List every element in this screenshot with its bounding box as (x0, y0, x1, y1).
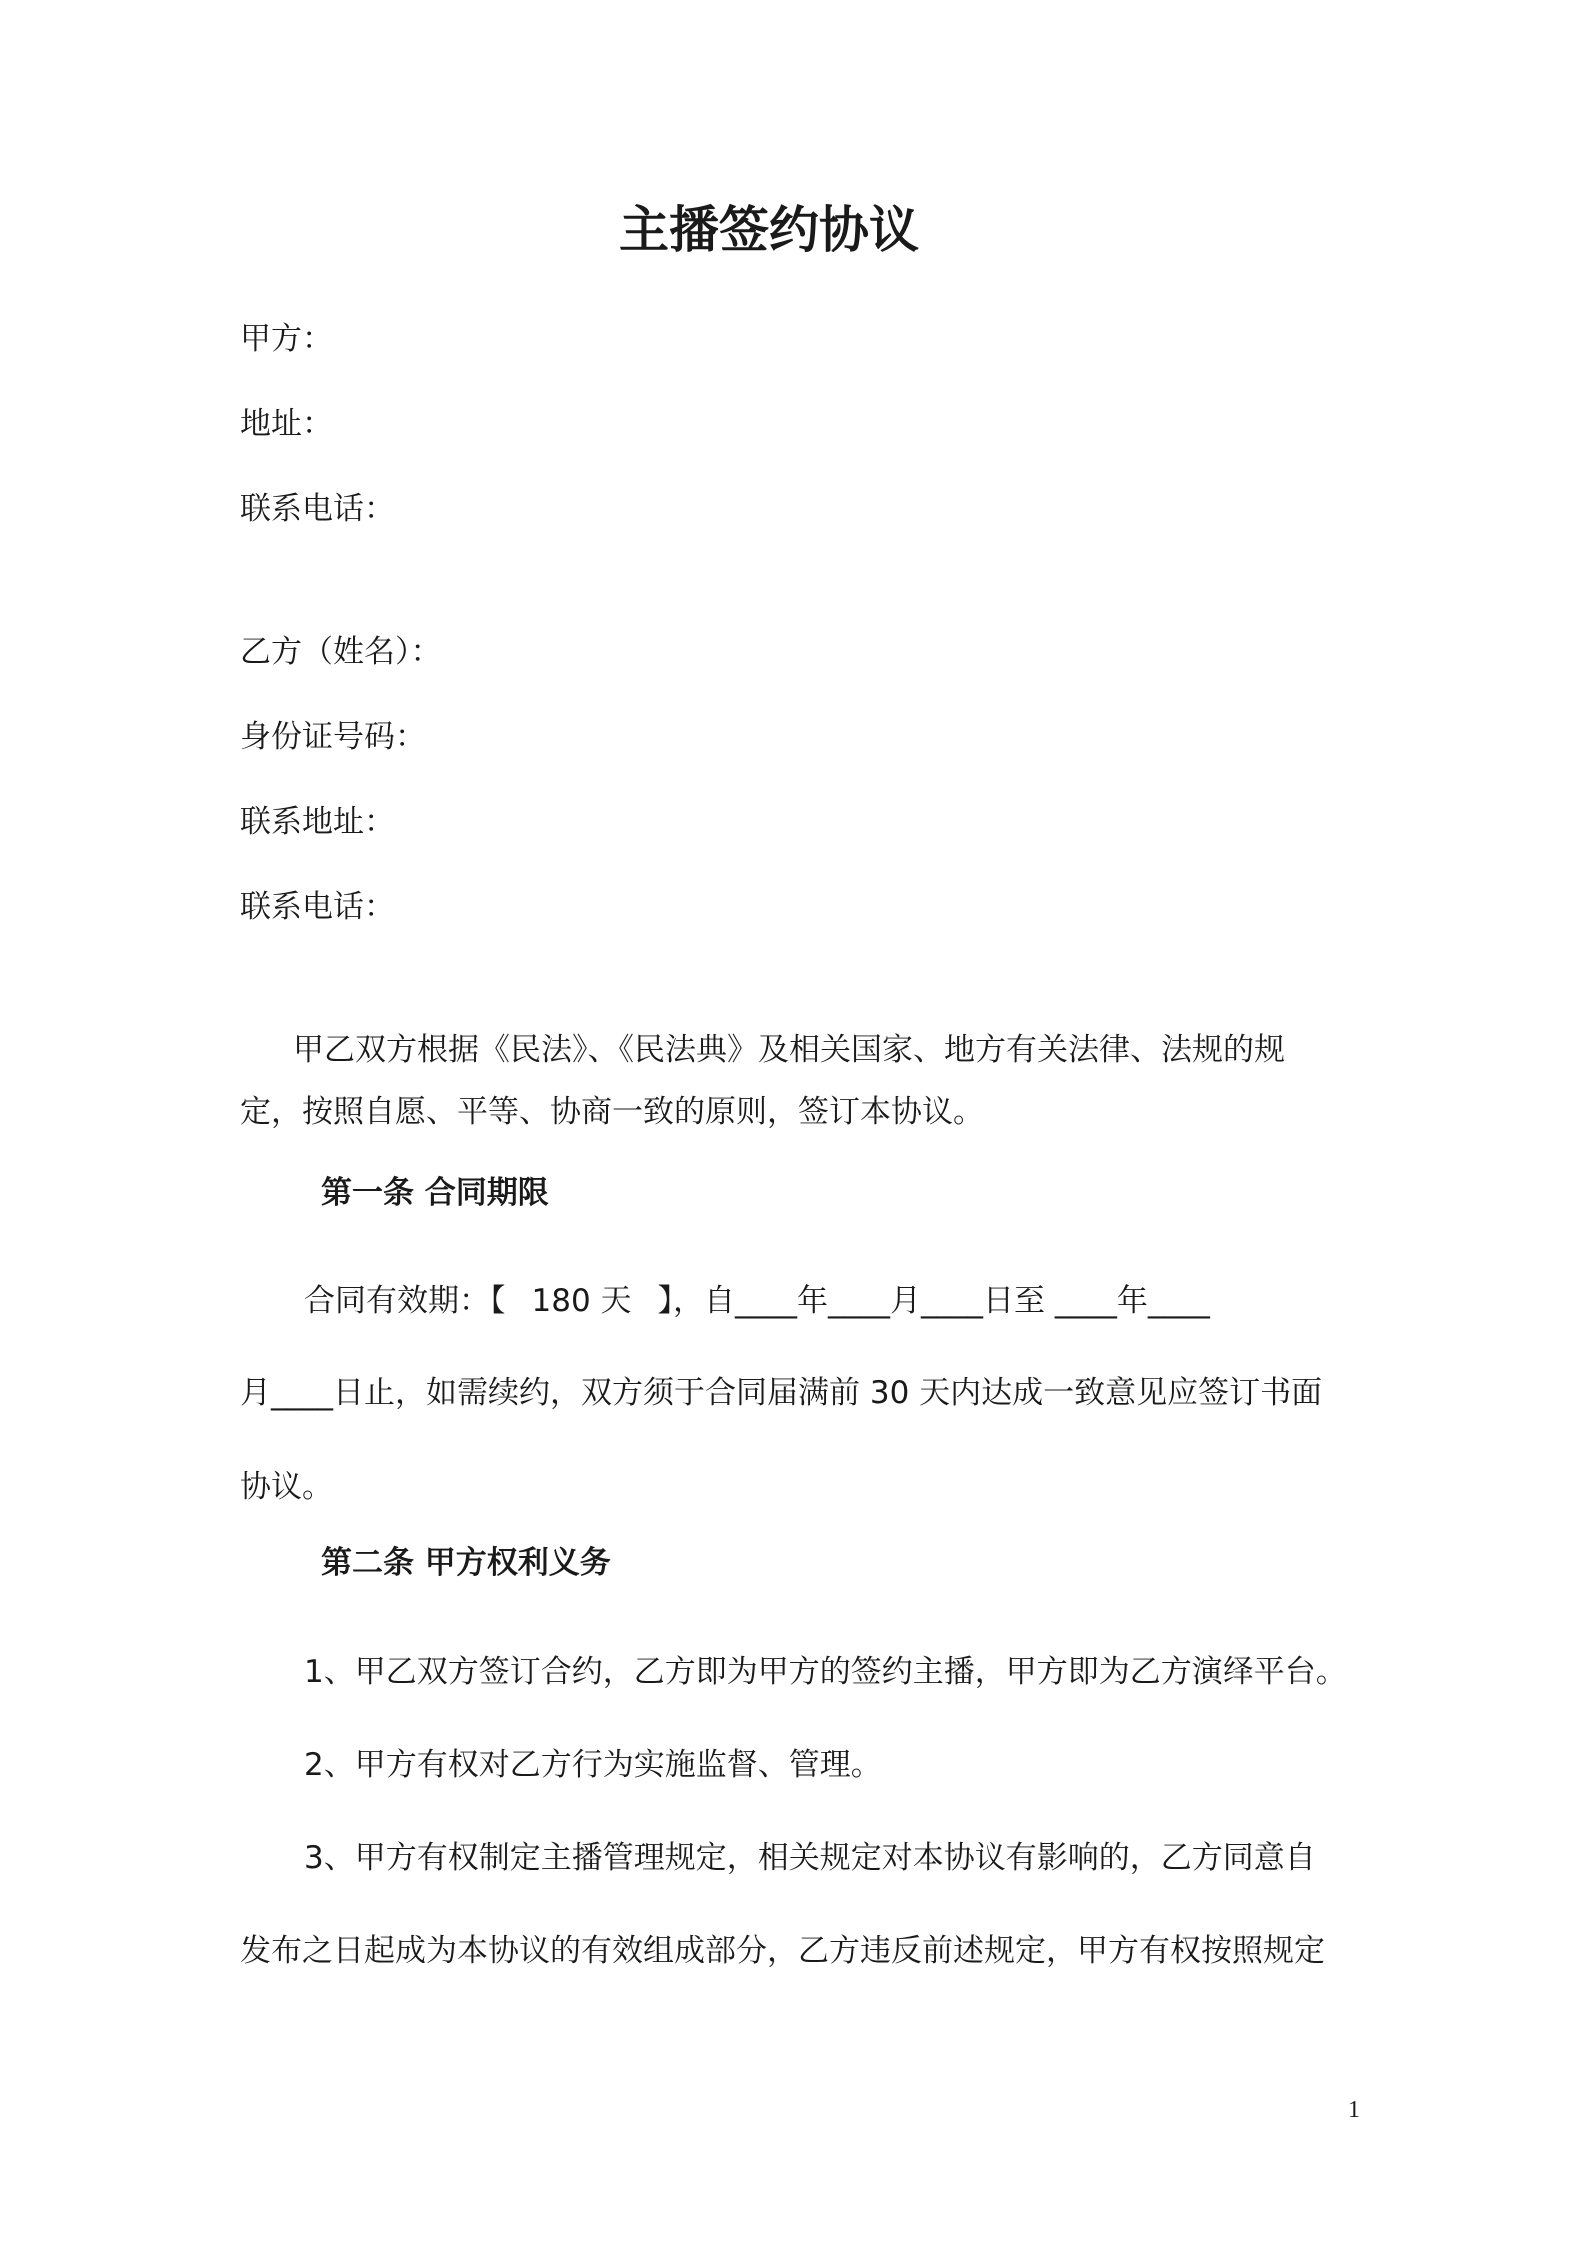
article-2-item-1: 1、甲乙双方签订合约，乙方即为甲方的签约主播，甲方即为乙方演绎平台。 (304, 1654, 1347, 1690)
party-b-name-label: 乙方（姓名）： (240, 634, 442, 670)
party-a-address-label: 地址： (240, 406, 333, 442)
party-a-phone-label: 联系电话： (240, 491, 395, 527)
article-1-line-1 (304, 1279, 1210, 1323)
article-2-item-3-line-2: 发布之日起成为本协议的有效组成部分，乙方违反前述规定，甲方有权按照规定 (240, 1933, 1325, 1969)
article-2-item-3-line-1: 3、甲方有权制定主播管理规定，相关规定对本协议有影响的，乙方同意自 (304, 1840, 1316, 1876)
party-b-id-label: 身份证号码： (240, 719, 426, 755)
page-number: 1 (1348, 2097, 1360, 2123)
party-a-name-label: 甲方： (240, 321, 333, 357)
term-suffix: 】，自____年____月____日至 ____年____ (657, 1283, 1210, 1319)
article-1-heading: 第一条 合同期限 (321, 1175, 549, 1211)
article-2-item-2: 2、甲方有权对乙方行为实施监督、管理。 (304, 1747, 882, 1783)
article-1-line-2: 月____日止，如需续约，双方须于合同届满前 30 天内达成一致意见应签订书面 (240, 1375, 1323, 1411)
document-title: 主播签约协议 (619, 201, 919, 259)
intro-line-1: 甲乙双方根据《民法》、《民法典》及相关国家、地方有关法律、法规的规 (293, 1032, 1285, 1068)
term-value: 180 天 (531, 1283, 632, 1319)
party-b-address-label: 联系地址： (240, 804, 395, 840)
term-prefix: 合同有效期：【 (304, 1283, 506, 1319)
article-2-heading: 第二条 甲方权利义务 (321, 1545, 611, 1581)
party-b-phone-label: 联系电话： (240, 889, 395, 925)
intro-line-2: 定，按照自愿、平等、协商一致的原则，签订本协议。 (240, 1094, 984, 1130)
article-1-line-3: 协议。 (240, 1469, 333, 1505)
